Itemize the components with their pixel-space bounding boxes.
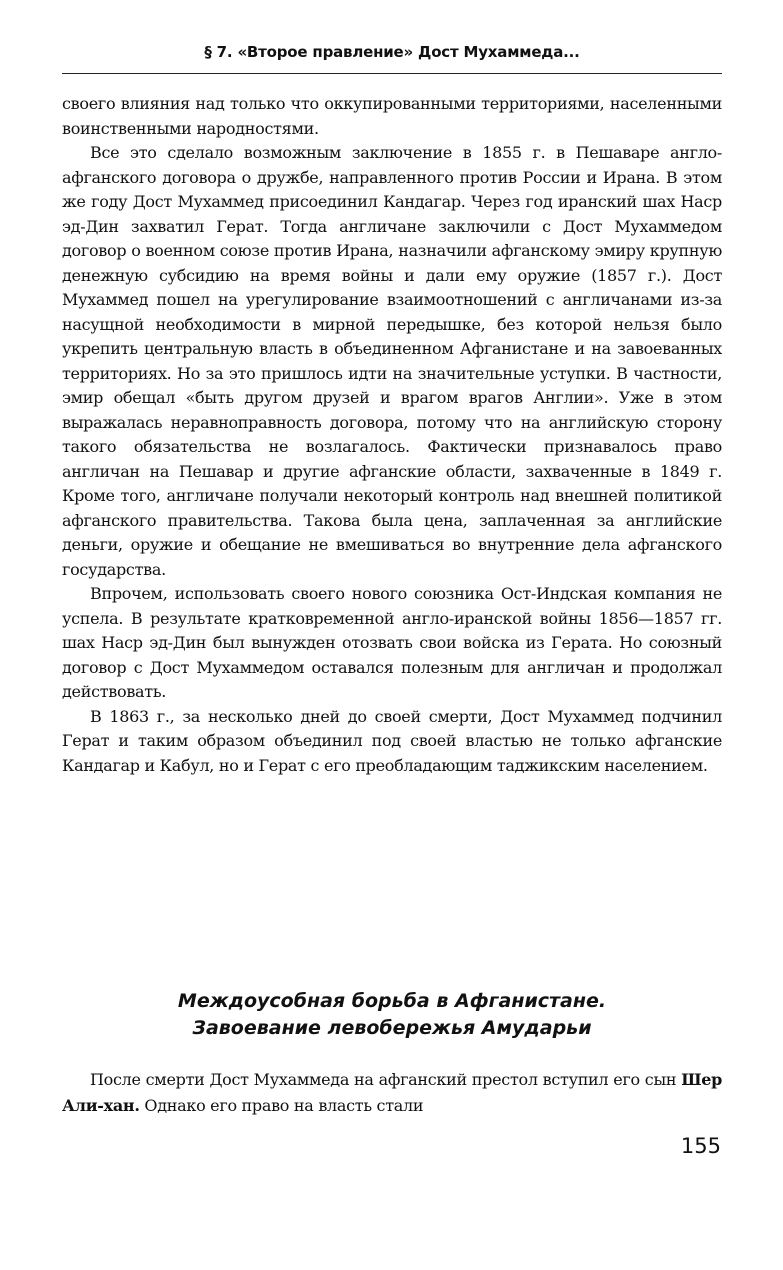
- paragraph-5: [62, 1067, 722, 1119]
- paragraph-3: Впрочем, использовать своего нового союзника Ост-Индская компания не успела. В результате кратковременной англо-иранской войны 1856—1857 гг. шах Наср эд-Дин был вынужден отозвать свои войска из Герата. Но союзный договор с Дост Мухаммедом оставался полезным для англичан и продолжал действовать.: [62, 584, 722, 701]
- page-number: 155: [680, 1134, 721, 1158]
- section-heading: [62, 988, 722, 1042]
- header-rule: [62, 73, 722, 74]
- paragraph-5-start: После смерти Дост Мухаммеда на афганский престол вступил его сын: [90, 1070, 682, 1089]
- paragraph-5-end: Однако его право на власть стали: [139, 1096, 424, 1115]
- running-head: § 7. «Второе правление» Дост Мухаммеда...: [204, 43, 580, 61]
- paragraph-4: В 1863 г., за несколько дней до своей смерти, Дост Мухаммед подчинил Герат и таким образом объединил под своей властью не только афганские Кандагар и Кабул, но и Герат с его преобладающим таджикским населением.: [62, 706, 722, 775]
- bold-name: Шер Али-хан.: [62, 1070, 722, 1115]
- section-heading-line-2: Завоевание левобережья Амударьи: [192, 1017, 592, 1039]
- paragraph-2: Все это сделало возможным заключение в 1855 г. в Пешаваре англо-афганского договора о дружбе, направленного против России и Ирана. В этом же году Дост Мухаммед присоединил Кандагар. Через год иранский шах Наср эд-Дин захватил Герат. Тогда англичане заключили с Дост Мухаммедом договор о военном союзе против Ирана, назначили афганскому эмиру крупную денежную субсидию на время войны и дали ему оружие (1857 г.). Дост Мухаммед пошел на урегулирование взаимоотношений с англичанами из-за насущной необходимости в мирной передышке, без которой нельзя было укрепить центральную власть в объединенном Афганистане и на завоеванных территориях. Но за это пришлось идти на значительные уступки. В частности, эмир обещал «быть другом друзей и врагом врагов Англии». Уже в этом выражалась неравноправность договора, потому что на английскую сторону такого обязательства не возлагалось. Фактически признавалось право англичан на Пешавар и другие афганские области, захваченные в 1849 г. Кроме того, англичане получали некоторый контроль над внешней политикой афганского правительства. Такова была цена, заплаченная за английские деньги, оружие и обещание не вмешиваться во внутренние дела афганского государства.: [62, 143, 722, 579]
- section-heading-line-1: Междоусобная борьба в Афганистане.: [177, 990, 607, 1012]
- body-text: [62, 92, 722, 778]
- after-heading-text: [62, 1067, 722, 1119]
- paragraph-1: своего влияния над только что оккупированными территориями, населенными воинственными народностями.: [62, 94, 722, 138]
